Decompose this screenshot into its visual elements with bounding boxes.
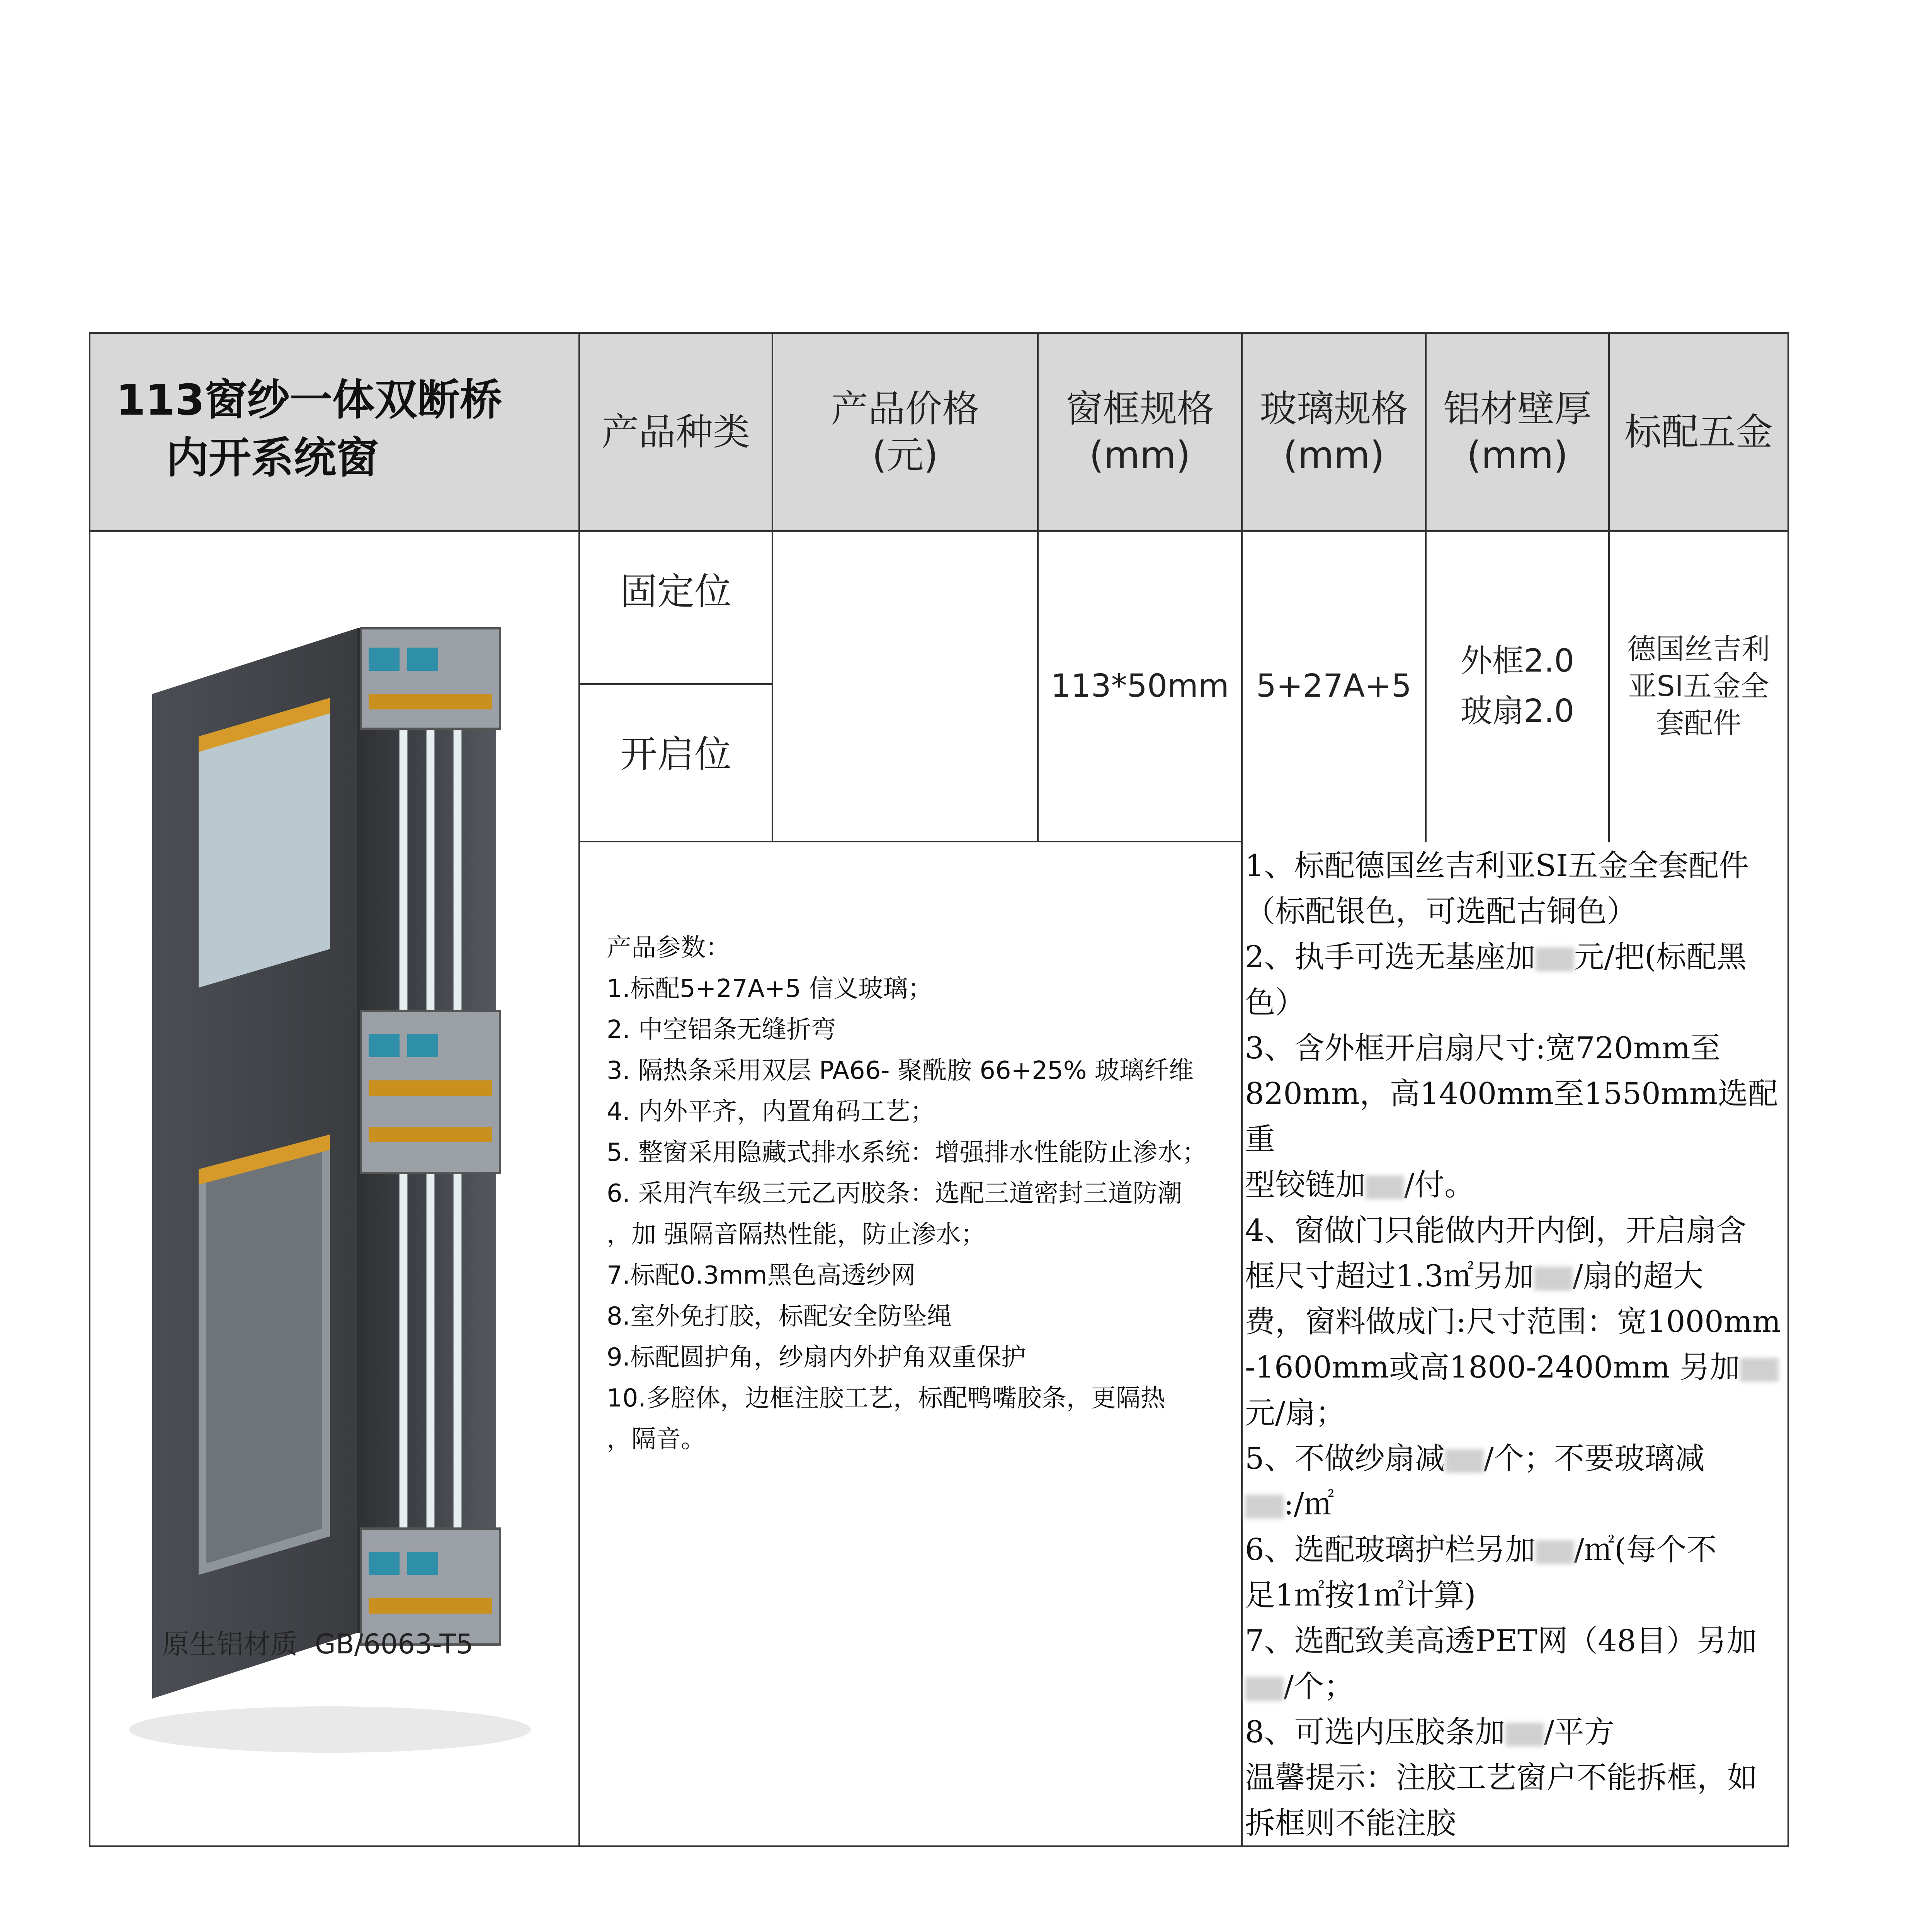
note-line: 8、可选内压胶条加 /平方	[1245, 1715, 1614, 1750]
params-heading: 产品参数：	[607, 934, 730, 962]
header-glass-spec: 玻璃规格 (mm)	[1260, 387, 1408, 477]
redacted-price	[1445, 1449, 1484, 1473]
header-frame-spec: 窗框规格 (mm)	[1066, 387, 1214, 477]
note-line: 2、执手可选无基座加 元/把(标配黑	[1245, 940, 1747, 975]
params-item-10b: ，隔音。	[607, 1425, 706, 1454]
note-line: 820mm，高1400mm至1550mm选配重	[1245, 1077, 1778, 1157]
params-item-6: 6. 采用汽车级三元乙丙胶条：选配三道密封三道防潮	[607, 1179, 1182, 1208]
params-item-10: 10.多腔体，边框注胶工艺，标配鸭嘴胶条，更隔热	[607, 1384, 1165, 1413]
note-line: -1600mm或高1800-2400mm 另加	[1245, 1345, 1786, 1390]
header-wall-thickness: 铝材壁厚 (mm)	[1443, 387, 1592, 477]
note-line: 色）	[1245, 985, 1306, 1020]
note-line: 足1㎡按1㎡计算)	[1245, 1578, 1476, 1613]
params-item-7: 7.标配0.3mm黑色高透纱网	[607, 1261, 916, 1290]
params-item-2: 2. 中空铝条无缝折弯	[607, 1015, 836, 1044]
note-line: （标配银色，可选配古铜色）	[1245, 894, 1637, 929]
redacted-price	[1505, 1723, 1544, 1747]
note-line: 温馨提示：注胶工艺窗户不能拆框，如	[1245, 1760, 1758, 1795]
row-open-label: 开启位	[620, 733, 731, 776]
header-hardware: 标配五金	[1624, 410, 1773, 454]
note-line: 3、含外框开启扇尺寸:宽720mm至	[1245, 1031, 1721, 1066]
note-line: 6、选配玻璃护栏另加 /㎡(每个不	[1245, 1532, 1717, 1567]
note-line: :/㎡	[1245, 1481, 1786, 1527]
title-line-1: 113窗纱一体双断桥	[116, 375, 502, 425]
wall-thickness-value: 外框2.0 玻扇2.0	[1460, 643, 1575, 730]
row-fixed-label: 固定位	[620, 570, 731, 613]
note-line: 拆框则不能注胶	[1245, 1806, 1456, 1841]
title-line-2: 内开系统窗	[166, 433, 379, 483]
note-line: 7、选配致美高透PET网（48目）另加	[1245, 1624, 1757, 1658]
header-price: 产品价格 (元)	[831, 387, 980, 477]
glass-value: 5+27A+5	[1256, 668, 1412, 704]
redacted-price	[1245, 1495, 1284, 1519]
note-line: /个；	[1245, 1664, 1786, 1709]
params-item-1: 1.标配5+27A+5 信义玻璃；	[607, 975, 933, 1003]
header-product-type: 产品种类	[602, 410, 750, 454]
hardware-value: 德国丝吉利 亚SI五金全 套配件	[1627, 633, 1770, 740]
note-line: 元/扇；	[1245, 1396, 1346, 1430]
note-line: 5、不做纱扇减 /个；不要玻璃减	[1245, 1441, 1705, 1476]
note-line: 框尺寸超过1.3㎡另加 /扇的超大	[1245, 1259, 1704, 1294]
redacted-price	[1536, 947, 1574, 971]
product-params	[607, 927, 1233, 1460]
note-line: 1、标配德国丝吉利亚SI五金全套配件	[1245, 849, 1749, 883]
material-caption: 原生铝材质 GB/6063-T5	[162, 1628, 473, 1660]
params-item-9: 9.标配圆护角，纱扇内外护角双重保护	[607, 1343, 1026, 1372]
note-line: 4、窗做门只能做内开内倒，开启扇含	[1245, 1213, 1747, 1248]
redacted-price	[1536, 1540, 1574, 1564]
note-line: 型铰链加 /付。	[1245, 1168, 1475, 1202]
params-item-3: 3. 隔热条采用双层 PA66- 聚酰胺 66+25% 玻璃纤维	[607, 1056, 1194, 1085]
redacted-price	[1366, 1175, 1404, 1199]
redacted-price	[1245, 1677, 1284, 1701]
frame-value: 113*50mm	[1051, 668, 1229, 704]
redacted-price	[1740, 1358, 1779, 1382]
note-line: 费，窗料做成门:尺寸范围：宽1000mm	[1245, 1304, 1781, 1339]
params-item-5: 5. 整窗采用隐藏式排水系统：增强排水性能防止渗水；	[607, 1138, 1207, 1167]
page-title	[116, 371, 564, 487]
params-item-8: 8.室外免打胶，标配安全防坠绳	[607, 1302, 952, 1331]
params-item-4: 4. 内外平齐，内置角码工艺；	[607, 1097, 935, 1126]
redacted-price	[1534, 1267, 1573, 1291]
params-item-6b: ，加 强隔音隔热性能，防止渗水；	[607, 1220, 986, 1249]
notes-list	[1245, 843, 1786, 1846]
